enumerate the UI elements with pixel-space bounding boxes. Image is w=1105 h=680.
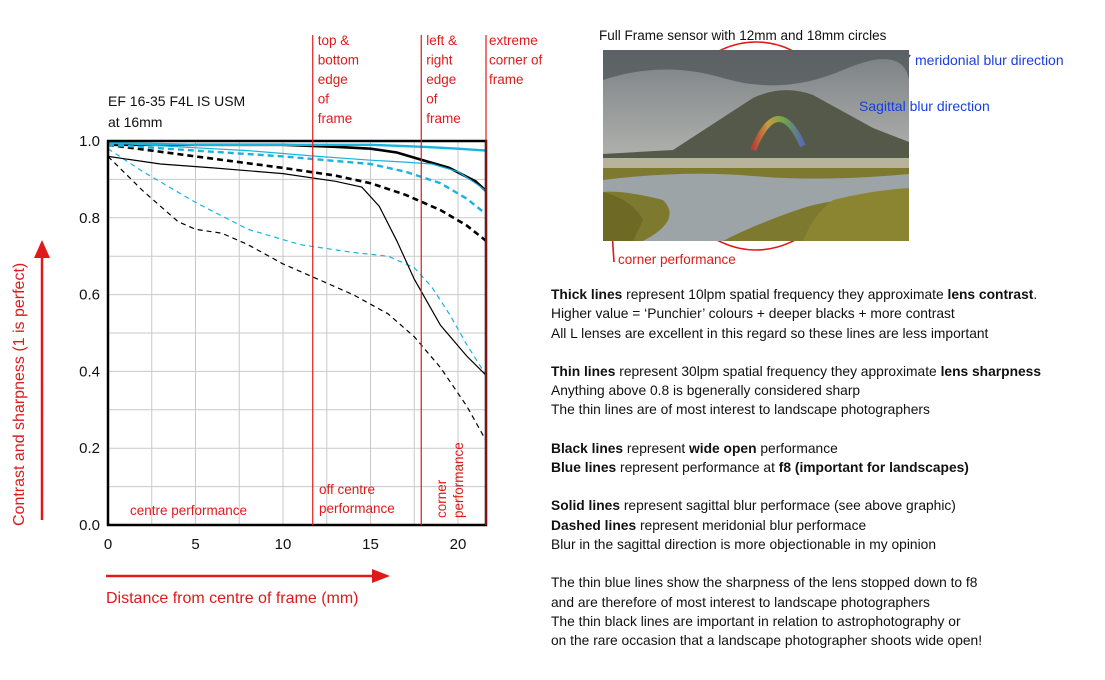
note-line: and are therefore of most interest to landscape photographers	[551, 594, 930, 610]
zone-top-label: right	[426, 52, 453, 68]
sagittal-label: Sagittal blur direction	[859, 98, 990, 114]
note-line: Blur in the sagittal direction is more objectionable in my opinion	[551, 536, 936, 552]
note-keyword: f8 (important for landscapes)	[778, 460, 969, 476]
y-axis-label-group	[11, 263, 28, 526]
y-tick-label: 0.6	[79, 286, 100, 304]
explanatory-notes	[551, 285, 1096, 669]
region-label-corner-group	[434, 442, 466, 518]
zone-top-label: extreme	[489, 33, 538, 48]
zone-top-label: top &	[317, 33, 350, 48]
mtf-series-line-7	[108, 156, 486, 375]
note-line: Anything above 0.8 is bgenerally considered sharp	[551, 383, 861, 399]
x-tick-label: 15	[362, 536, 379, 553]
note-keyword: Solid lines	[551, 498, 620, 514]
note-line: The thin lines are of most interest to landscape photographers	[551, 402, 930, 418]
x-tick-label: 20	[449, 536, 467, 553]
chart-subtitle: at 16mm	[108, 114, 163, 130]
y-tick-label: 0.0	[79, 517, 100, 534]
mtf-series-line-8	[108, 156, 486, 440]
note-keyword: Dashed lines	[551, 517, 637, 533]
y-tick-label: 0.2	[79, 440, 100, 458]
note-paragraph: Thick lines represent 10lpm spatial frequency they approximate lens contrast. Higher value = ‘Punchier’ colours + deeper blacks + more contrast All L lenses are excellent in this regard so these lines are less important	[551, 287, 1038, 341]
zone-top-label: bottom	[317, 52, 360, 68]
note-keyword: lens contrast	[947, 287, 1034, 302]
mtf-series-line-2	[108, 145, 486, 241]
chart-series	[108, 143, 486, 441]
note-keyword: Blue lines	[551, 460, 617, 476]
chart-grid	[108, 141, 486, 525]
x-axis-arrowhead	[372, 569, 390, 583]
note-keyword: Thick lines	[551, 287, 623, 302]
note-line: All L lenses are excellent in this regard so these lines are less important	[551, 325, 989, 341]
note-keyword: lens sharpness	[940, 363, 1042, 379]
region-label-centre: centre performance	[130, 503, 248, 518]
x-tick-label: 5	[191, 536, 200, 553]
landscape-image	[603, 50, 909, 241]
note-paragraph: Solid lines represent sagittal blur performace (see above graphic) Dashed lines represent meridonial blur performace Blur in the sagittal direction is more objectionable in my opinion	[551, 498, 956, 552]
note-keyword: wide open	[689, 440, 757, 456]
note-paragraph: Thin lines represent 30lpm spatial frequency they approximate lens sharpness Anything above 0.8 is bgenerally considered sharp The thin lines are of most interest to landscape photographers	[551, 363, 1042, 418]
photo-title: Full Frame sensor with 12mm and 18mm circles	[599, 28, 887, 43]
meridonial-label: meridonial blur direction	[915, 52, 1064, 68]
region-label-corner: corner	[434, 479, 449, 518]
note-keyword: Black lines	[551, 440, 624, 456]
mtf-series-line-3	[108, 143, 486, 151]
zone-top-label: frame	[317, 111, 353, 126]
x-axis-label: Distance from centre of frame (mm)	[106, 590, 359, 607]
note-keyword: Thin lines	[551, 363, 616, 379]
note-line: on the rare occasion that a landscape photographer shoots wide open!	[551, 633, 983, 649]
note-line: The thin black lines are important in relation to astrophotography or	[551, 613, 961, 629]
zone-top-label: corner of	[489, 52, 543, 68]
zone-top-label: edge	[317, 72, 348, 87]
note-paragraph	[551, 573, 1096, 650]
x-tick-label: 0	[103, 536, 113, 553]
note-line: Higher value = ‘Punchier’ colours + deeper blacks + more contrast	[551, 306, 955, 322]
region-label-off-centre: performance	[319, 501, 395, 516]
y-axis-arrowhead	[34, 240, 50, 258]
zone-top-label: of	[426, 91, 438, 107]
note-line: The thin blue lines show the sharpness of the lens stopped down to f8	[551, 575, 978, 591]
zone-top-label: edge	[426, 72, 457, 87]
mtf-series-line-6	[108, 149, 486, 376]
y-axis-label: Contrast and sharpness (1 is perfect)	[11, 262, 28, 526]
zone-top-label: frame	[426, 111, 461, 126]
zone-top-label: of	[317, 91, 330, 107]
y-tick-label: 0.8	[79, 209, 100, 227]
x-tick-label: 10	[274, 536, 292, 553]
region-label-off-centre: off centre	[319, 482, 376, 497]
chart-title: EF 16-35 F4L IS USM	[108, 93, 246, 109]
zone-top-label: left &	[426, 33, 458, 48]
note-paragraph: Black lines represent wide open performance Blue lines represent performance at f8 (important for landscapes)	[551, 440, 969, 476]
y-tick-label: 1.0	[79, 133, 100, 150]
y-tick-label: 0.4	[79, 363, 100, 381]
sensor-photo	[603, 50, 909, 241]
region-label-corner: performance	[451, 442, 466, 518]
photo-corner-label: corner performance	[618, 252, 736, 267]
zone-top-label: frame	[489, 72, 524, 87]
